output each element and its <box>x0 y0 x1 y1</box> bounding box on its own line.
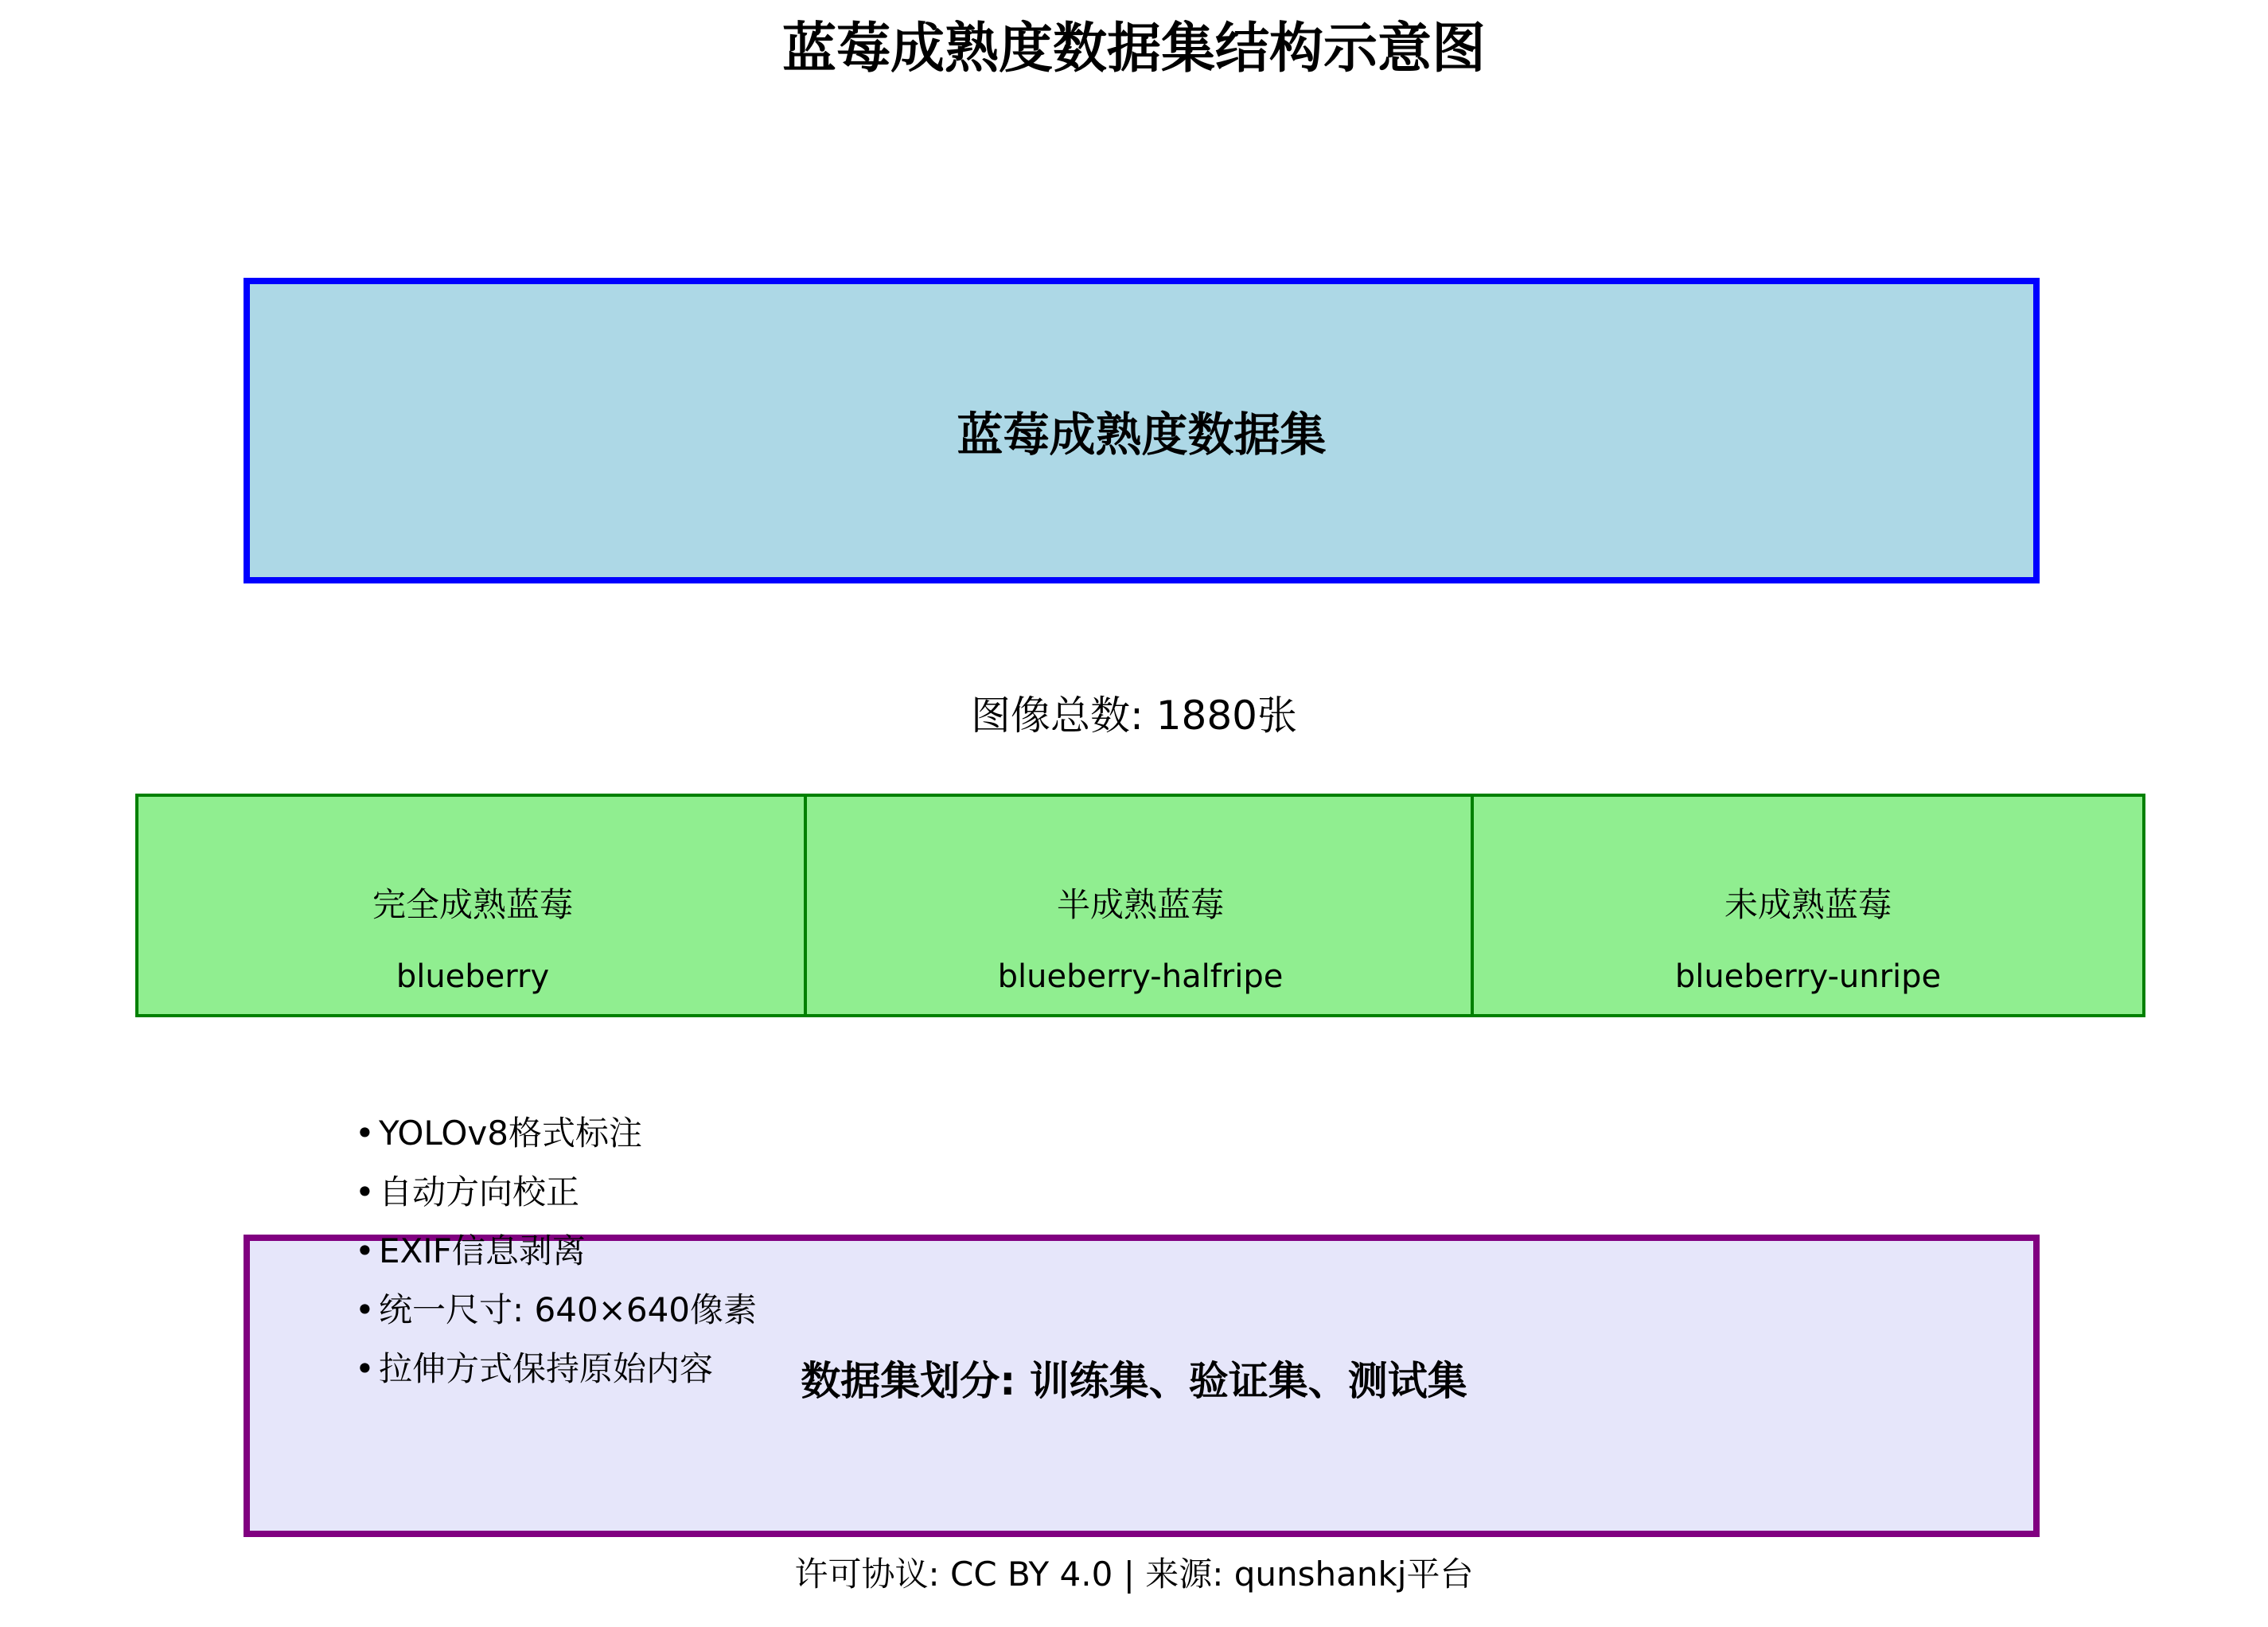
total-images-label: 图像总数: 1880张 <box>971 693 1297 739</box>
class-node-halfripe-cn: 半成熟蓝莓 <box>1056 885 1224 924</box>
split-node-label: 数据集划分: 训练集、验证集、测试集 <box>801 1358 1467 1404</box>
class-node-unripe-en: blueberry-unripe <box>1674 958 1942 995</box>
class-node-halfripe <box>804 794 1477 1017</box>
class-node-ripe <box>135 794 810 1017</box>
footer-license: 许可协议: CC BY 4.0 | 来源: qunshankj平台 <box>794 1555 1474 1594</box>
feature-item: • 拉伸方式保持原始内容 <box>355 1340 757 1399</box>
class-node-unripe <box>1471 794 2145 1017</box>
feature-item: • 自动方向校正 <box>355 1163 757 1222</box>
class-node-halfripe-en: blueberry-halfripe <box>997 958 1284 995</box>
feature-item: • 统一尺寸: 640×640像素 <box>355 1281 757 1340</box>
feature-item: • YOLOv8格式标注 <box>355 1104 757 1163</box>
dataset-node <box>244 278 2040 583</box>
class-node-ripe-en: blueberry <box>396 958 550 995</box>
dataset-node-label: 蓝莓成熟度数据集 <box>957 408 1327 462</box>
diagram-title: 蓝莓成熟度数据集结构示意图 <box>781 18 1486 80</box>
feature-item: • EXIF信息剥离 <box>355 1222 757 1281</box>
class-node-unripe-cn: 未成熟蓝莓 <box>1724 885 1892 924</box>
class-node-ripe-cn: 完全成熟蓝莓 <box>372 885 573 924</box>
